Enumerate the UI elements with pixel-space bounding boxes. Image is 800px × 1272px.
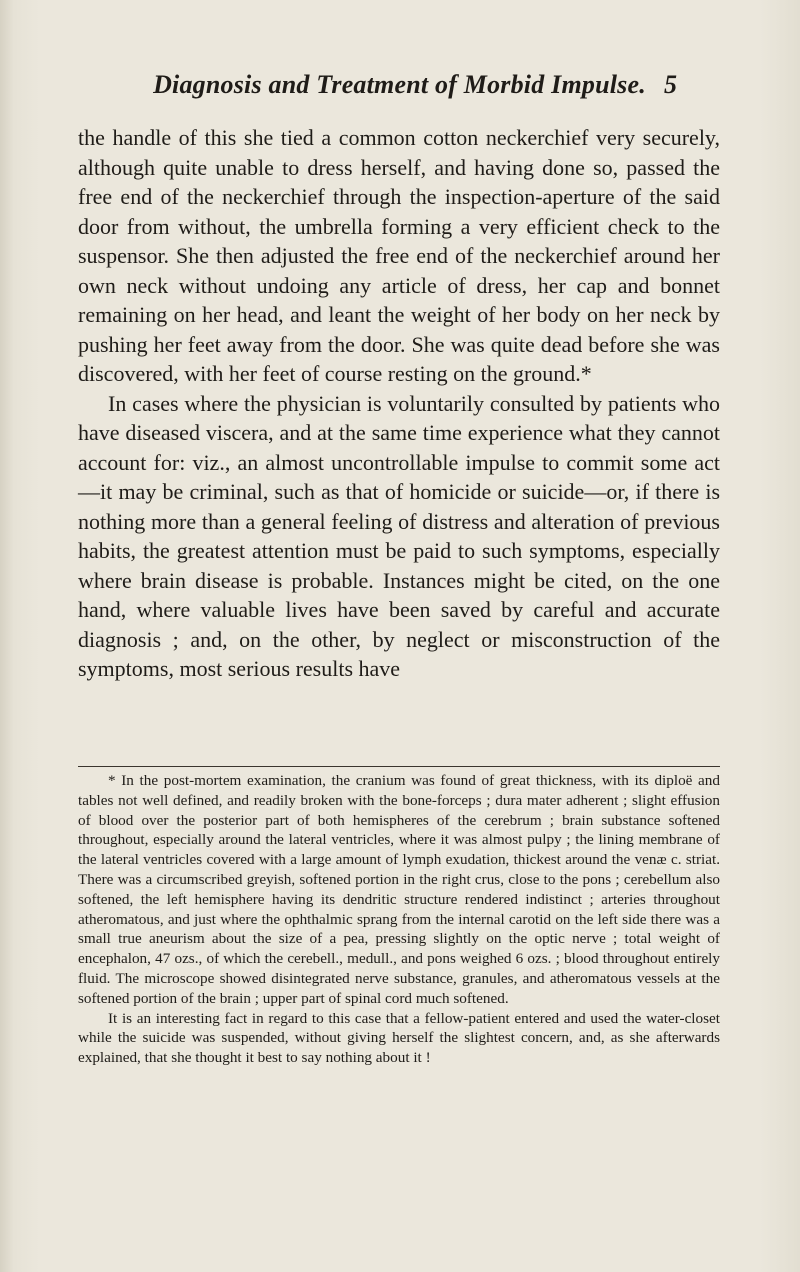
footnote-divider [78, 766, 720, 767]
page-number: 5 [664, 70, 677, 99]
main-text [78, 123, 720, 684]
footnote-paragraph: It is an interesting fact in regard to this case that a fellow-patient entered and used the water-closet while the suicide was suspended, without giving herself the slightest concern, and, as she afterwards explained, that she thought it best to say nothing about it ! [78, 1009, 720, 1067]
running-header: Diagnosis and Treatment of Morbid Impulse. [153, 70, 646, 99]
body-paragraph: the handle of this she tied a common cotton neckerchief very securely, although quite unable to dress herself, and having done so, passed the free end of the neckerchief through the inspection-aperture of the said door from without, the umbrella forming a very efficient check to the suspensor. She then adjusted the free end of the neckerchief around her own neck without undoing any article of dress, her cap and bonnet remaining on her head, and leant the weight of her body on her neck by pushing her feet away from the door. She was quite dead before she was discovered, with her feet of course resting on the ground.* [78, 125, 720, 386]
footnote-paragraph: * In the post-mortem examination, the cranium was found of great thickness, with its diploë and tables not well defined, and readily broken with the bone-forceps ; dura mater adherent ; slight effusion of blood over the posterior part of both hemispheres of the cerebrum ; brain substance softened throughout, especially around the lateral ventricles, where it was almost pulpy ; the lining membrane of the lateral ventricles covered with a large amount of lymph exudation, thickest around the venæ c. striat. There was a circumscribed greyish, softened portion in the right crus, close to the pons ; cerebellum also softened, the left hemisphere having its dendritic structure rendered indistinct ; arteries throughout atheromatous, and just where the ophthalmic sprang from the internal carotid on the left side there was a small true aneurism about the size of a pea, pressing slightly on the optic nerve ; total weight of encephalon, 47 ozs., of which the cerebell., medull., and pons weighed 6 ozs. ; blood throughout entirely fluid. The microscope showed disintegrated nerve substance, granules, and atheromatous vessels at the softened portion of the brain ; upper part of spinal cord much softened. [78, 772, 720, 1007]
footnote [78, 771, 720, 1068]
body-paragraph: In cases where the physician is voluntarily consulted by patients who have diseased viscera, and at the same time experience what they cannot account for: viz., an almost uncontrollable impulse to commit some act—it may be criminal, such as that of homicide or suicide—or, if there is nothing more than a general feeling of distress and alteration of previous habits, the greatest attention must be paid to such symptoms, especially where brain disease is probable. Instances might be cited, on the one hand, where valuable lives have been saved by careful and accurate diagnosis ; and, on the other, by neglect or misconstruction of the symptoms, most serious results have [78, 390, 720, 681]
